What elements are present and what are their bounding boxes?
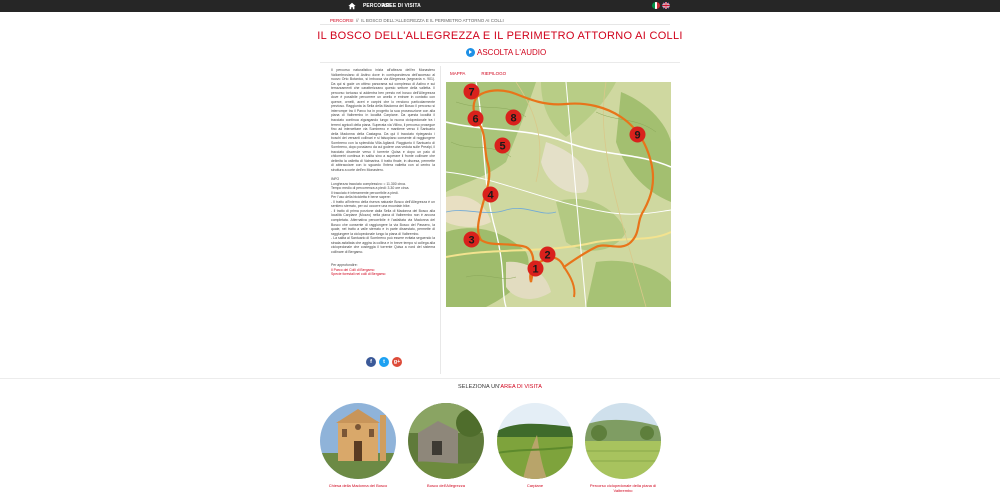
audio-label[interactable]: ASCOLTA L'AUDIO	[477, 47, 547, 57]
area-caption-carpiane[interactable]: Carpiane	[526, 483, 544, 488]
page-title: IL BOSCO DELL'ALLEGREZZA E IL PERIMETRO ATTORNO AI COLLI	[317, 30, 683, 42]
visit-areas-list	[319, 403, 661, 500]
select-area-heading	[400, 384, 600, 390]
info-section	[331, 177, 435, 254]
info-line: Lunghezza tracciato complessivo: ≈ 11.300 circa.	[331, 181, 406, 186]
top-navigation-bar	[0, 0, 1000, 12]
links-heading: Per approfondire:	[331, 263, 358, 268]
google-plus-icon[interactable]: g+	[393, 359, 401, 365]
description-paragraph: Il percorso naturalistico inizia all'altezza dell'ex Monastero Vallombrosiano di Astino dove in corrispondenza dell'accesso al nuovo Orto Botanico, si imbocca via Allegrezza (segnavia n. 901). Da qui si gode un ottimo panorama sul complesso di Astino e sui terrazzamenti che caratterizzano questo settore della valletta. Il percorso tortuoso si addentra ben presto nel bosco dell'Allegrezza dove è possibile percorrere un anello e entrare in contatto con querce, ornelli, aceri e carpini che lo rendono particolarmente prezioso. Raggiunta la Sella della Madonna del Bosco il percorso si interrompe tra il Parco ha in progetto la sua prosecuzione con alla piana di Valbrembo in località Carpiane. Da questa località il tracciato continua zigzagando lungo la nuova ciclopedonale tra i terreni agricoli della piana. Superata via Villino, il percorso prosegue fino ad intercettare via Sombreno e mantiene verso il Santuario della Madonna della Castagna. Da qui il tracciato ripiegando i boschi dei versanti collinari e si falsopiano consente di raggiungere Sombreno con la splendida Villa Agliardi. Raggiunto il Santuario di Sombreno, dopo possiamo da cui godere una veduta sulle Prealpi, il tracciato discende verso il torrente Quisa e dopo un paio di chilometri continua in salita sino a superare il fronte collinare che delimita la valletta di Valmarina. Il tratto finale, in discesa, permette di abbracciare con lo sguardo l'intera valletta con al centro la struttura a corte dell'ex Monastero.	[331, 68, 435, 173]
nav-item-percorsi[interactable]: PERCORSI	[363, 3, 390, 9]
area-card-carpiane[interactable]	[496, 403, 574, 488]
map-marker-8[interactable]	[505, 109, 522, 131]
info-line: Per l'uso della bicicletta è bene sapere:	[331, 195, 391, 200]
map-marker-8-label: 8	[510, 112, 517, 125]
info-note: - Il tratto di prima porzione dalla Sella di Madonna del Bosco alla località Carpiane (Mozzo) nella piana di Valbrembo non è ancora completata. Alternativa percorribile è l'asfaltata via Madonna del Bosco che consente di raggiungere la via Bosco del Passero, la quale, nel tratto a valle sterrato e in parte dissestato, permette di raggiungere la ciclopedonale lungo la piana di Valbrembo.	[331, 208, 435, 236]
breadcrumb-divider	[320, 24, 670, 25]
italian-flag-icon[interactable]	[652, 2, 660, 9]
facebook-icon[interactable]: f	[366, 357, 376, 367]
info-note: - Il tratto all'interno della riserva naturale Bosco dell'Allegrezza è un sentiero sterrato, per cui occorre una mountain bike.	[331, 199, 435, 209]
audio-player-button[interactable]	[466, 47, 546, 57]
map-marker-5[interactable]	[494, 137, 511, 159]
map-marker-6-label: 6	[472, 113, 479, 126]
info-heading: INFO	[331, 177, 340, 182]
route-description	[331, 68, 435, 277]
play-icon[interactable]	[466, 48, 475, 57]
tab-mappa[interactable]: MAPPA	[450, 71, 466, 76]
map-marker-9[interactable]	[629, 126, 646, 148]
map-marker-4-label: 4	[487, 189, 494, 202]
nav-item-aree-di-visita[interactable]: AREE DI VISITA	[382, 3, 421, 9]
area-card-bosco[interactable]	[407, 403, 485, 488]
map-marker-1-label: 1	[532, 263, 539, 276]
link-specie-forestali[interactable]: Specie forestali nei colli di Bergamo	[331, 272, 386, 277]
english-flag-icon[interactable]	[662, 2, 670, 9]
map-marker-9-label: 9	[634, 129, 641, 142]
map-tabs	[450, 71, 506, 76]
info-line: Il tracciato è interamente percorribile a piedi.	[331, 190, 399, 195]
route-map[interactable]	[446, 82, 671, 307]
section-divider	[0, 378, 1000, 379]
twitter-icon[interactable]: t	[379, 357, 389, 367]
link-parco-colli[interactable]: Il Parco dei Colli di Bergamo	[331, 267, 375, 272]
map-marker-7[interactable]	[463, 83, 480, 105]
area-caption-ciclopedonale[interactable]: Percorso ciclopedonale della piana di Valbrembo	[589, 483, 657, 493]
area-image-chiesa[interactable]	[320, 403, 396, 479]
select-area-accent: AREA DI VISITA	[500, 384, 543, 390]
map-marker-2[interactable]	[539, 246, 556, 268]
home-icon[interactable]	[348, 2, 356, 10]
breadcrumb-current: IL BOSCO DELL'ALLEGREZZA E IL PERIMETRO ATTORNO AI COLLI	[361, 18, 504, 23]
info-note: - La salita al Santuario di Sombreno può essere evitata seguendo la strada asfaltata che aggira la collina e in breve tempo si collega alla ciclopedonale che costeggia il torrente Quisa a nord del sistema collinare di Bergamo.	[331, 236, 435, 254]
map-marker-4[interactable]	[482, 186, 499, 208]
area-image-bosco[interactable]	[408, 403, 484, 479]
social-share-buttons	[366, 357, 402, 367]
map-marker-7-label: 7	[468, 86, 475, 99]
column-divider	[440, 66, 441, 374]
map-marker-3[interactable]	[463, 231, 480, 253]
tab-riepilogo[interactable]: RIEPILOGO	[481, 71, 507, 76]
map-marker-6[interactable]	[467, 110, 484, 132]
breadcrumb-separator: //	[356, 18, 359, 23]
area-image-ciclopedonale[interactable]	[585, 403, 661, 479]
area-image-carpiane[interactable]	[497, 403, 573, 479]
area-card-chiesa[interactable]	[319, 403, 397, 488]
area-caption-bosco[interactable]: Bosco dell'Allegrezza	[427, 483, 465, 488]
content-divider	[320, 62, 680, 63]
area-caption-chiesa[interactable]: Chiesa della Madonna del Bosco	[328, 483, 388, 488]
breadcrumb-root-link[interactable]: PERCORSI	[330, 18, 354, 23]
area-card-ciclopedonale[interactable]	[584, 403, 662, 493]
select-area-prefix: SELEZIONA UN'	[457, 384, 501, 390]
info-line: Tempo medio di percorrenza a piedi: 3.30 ore circa.	[331, 186, 410, 191]
map-marker-3-label: 3	[468, 234, 475, 247]
map-marker-2-label: 2	[544, 249, 551, 262]
map-marker-5-label: 5	[499, 140, 506, 153]
